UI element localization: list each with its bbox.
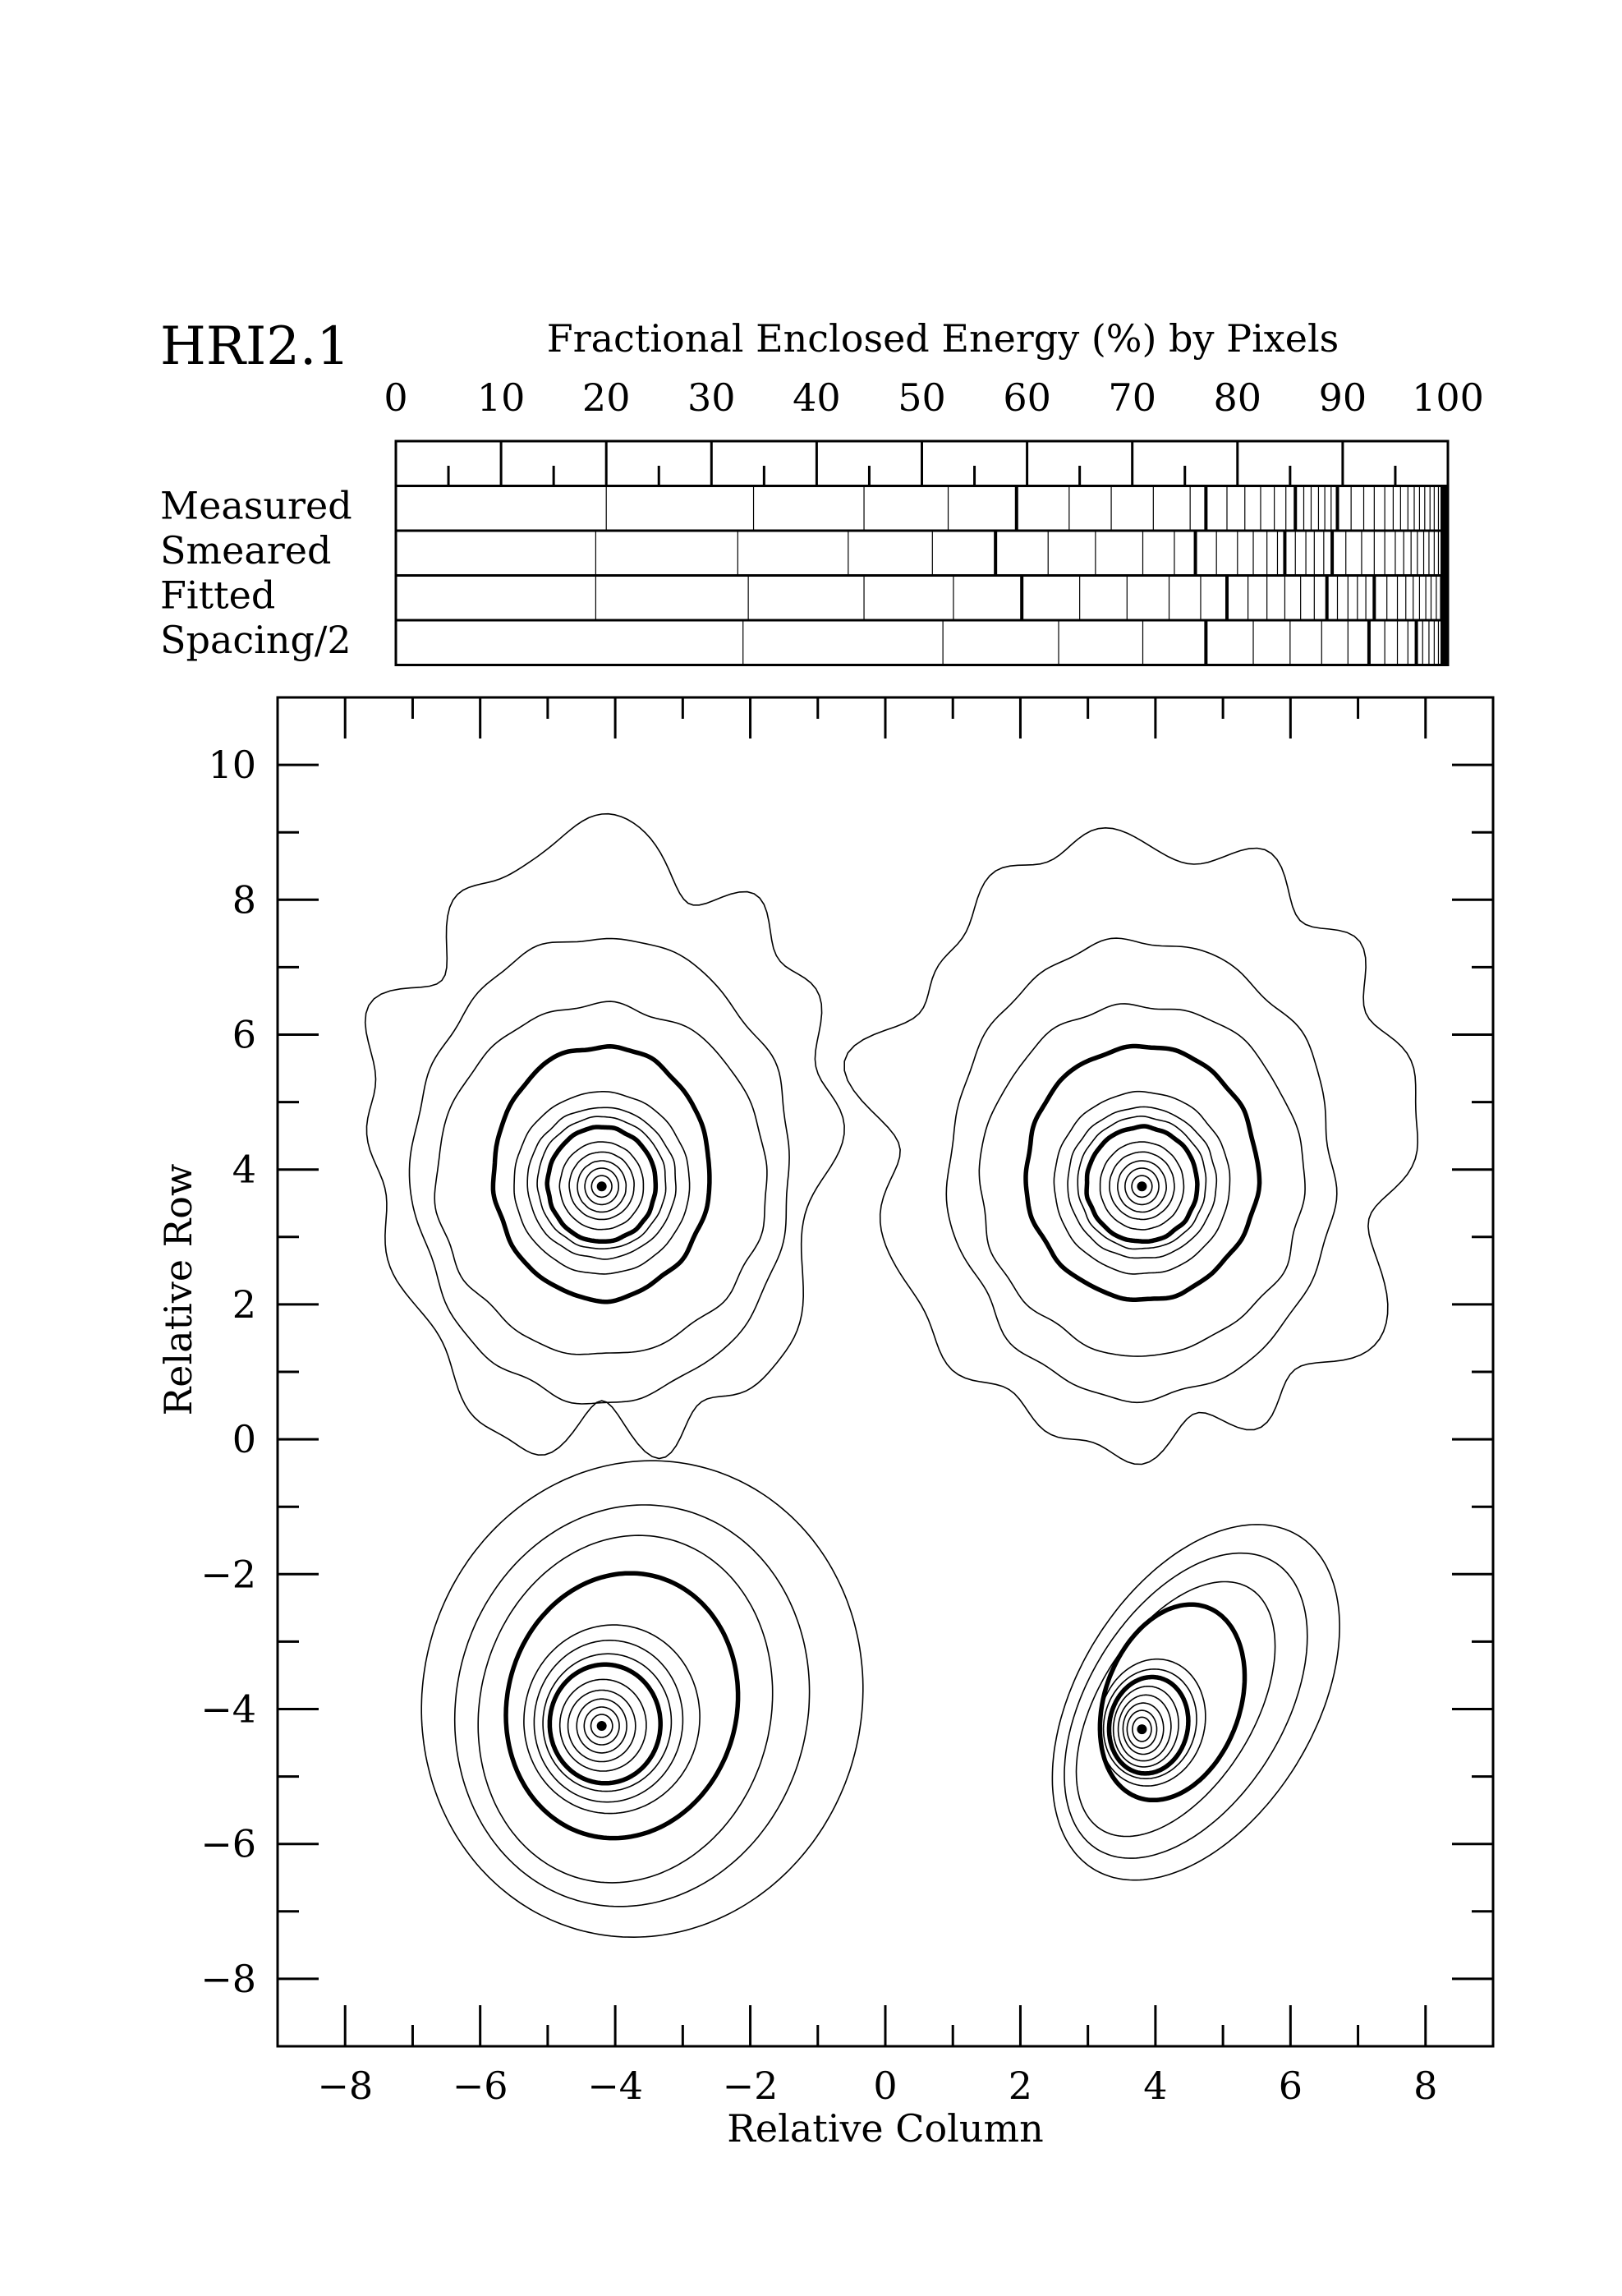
y-axis-label: Relative Row — [156, 1163, 200, 1416]
x-tick-label: 2 — [1008, 2064, 1033, 2108]
bar-row — [160, 484, 1448, 531]
peak-marker — [597, 1181, 607, 1191]
contour-level-bold — [1026, 1047, 1260, 1300]
contour-level — [844, 828, 1418, 1465]
source-fitted — [421, 1461, 863, 1937]
x-tick-label: −8 — [317, 2064, 374, 2108]
bar-row-label: Spacing/2 — [160, 618, 352, 662]
x-tick-label: 6 — [1278, 2064, 1303, 2108]
bar-row-label: Fitted — [160, 573, 276, 618]
contour-level — [478, 1535, 773, 1883]
y-tick-label: 2 — [232, 1281, 256, 1327]
energy-limit-fill — [1441, 531, 1448, 576]
y-tick-label: −6 — [200, 1821, 256, 1866]
instrument-label: HRI2.1 — [160, 316, 351, 377]
x-axis-label: Relative Column — [727, 2106, 1044, 2151]
energy-limit-fill — [1441, 576, 1448, 621]
contour-level — [365, 814, 844, 1459]
y-tick-label: −4 — [200, 1686, 256, 1732]
plot-frame — [278, 697, 1493, 2046]
contour-level — [421, 1461, 863, 1937]
x-tick-label: 0 — [873, 2064, 898, 2108]
bar-tick-label: 60 — [1003, 375, 1051, 420]
contour-plot-axes — [200, 697, 1493, 2108]
contour-level — [1052, 1525, 1339, 1880]
contour-plot — [365, 814, 1418, 1938]
bar-tick-label: 70 — [1108, 375, 1156, 420]
peak-marker — [1137, 1181, 1146, 1191]
peak-marker — [597, 1721, 607, 1731]
bar-row-label: Smeared — [160, 528, 332, 573]
energy-limit-fill — [1441, 486, 1448, 531]
source-measured — [365, 814, 844, 1459]
x-tick-label: −2 — [722, 2064, 779, 2108]
bar-tick-labels — [384, 375, 1484, 420]
bar-tick-label: 80 — [1213, 375, 1262, 420]
bar-tick-label: 20 — [581, 375, 631, 420]
peak-marker — [1137, 1724, 1146, 1734]
contour-level-bold — [506, 1573, 738, 1838]
x-tick-label: −4 — [587, 2064, 644, 2108]
y-tick-label: −2 — [200, 1552, 256, 1597]
y-tick-label: 4 — [232, 1147, 256, 1192]
contour-level — [410, 939, 790, 1405]
bar-tick-label: 50 — [898, 375, 946, 420]
y-tick-label: 6 — [232, 1012, 256, 1057]
y-tick-label: −8 — [200, 1956, 256, 2001]
y-tick-label: 0 — [232, 1417, 256, 1462]
bar-tick-label: 90 — [1318, 375, 1367, 420]
bar-tick-label: 0 — [384, 375, 408, 420]
x-tick-label: 4 — [1143, 2064, 1168, 2108]
bar-row — [160, 573, 1448, 621]
source-measured — [844, 828, 1418, 1465]
contour-level-bold — [493, 1047, 710, 1302]
y-tick-label: 8 — [232, 877, 256, 923]
bar-tick-label: 10 — [476, 375, 526, 420]
bar-tick-label: 30 — [687, 375, 736, 420]
contour-level — [946, 938, 1337, 1402]
bar-row — [160, 618, 1448, 665]
y-tick-label: 10 — [208, 743, 256, 788]
bar-tick-label: 100 — [1412, 375, 1484, 420]
bar-tick-label: 40 — [793, 375, 841, 420]
source-spacing — [1052, 1525, 1339, 1880]
bar-chart-title: Fractional Enclosed Energy (%) by Pixels — [546, 316, 1339, 361]
bar-row — [160, 528, 1448, 576]
bar-row-label: Measured — [160, 483, 352, 528]
contour-level-bold — [1110, 1677, 1188, 1774]
energy-limit-fill — [1441, 620, 1448, 665]
contour-level — [979, 1004, 1305, 1356]
x-tick-label: 8 — [1413, 2064, 1438, 2108]
x-tick-label: −6 — [452, 2064, 508, 2108]
